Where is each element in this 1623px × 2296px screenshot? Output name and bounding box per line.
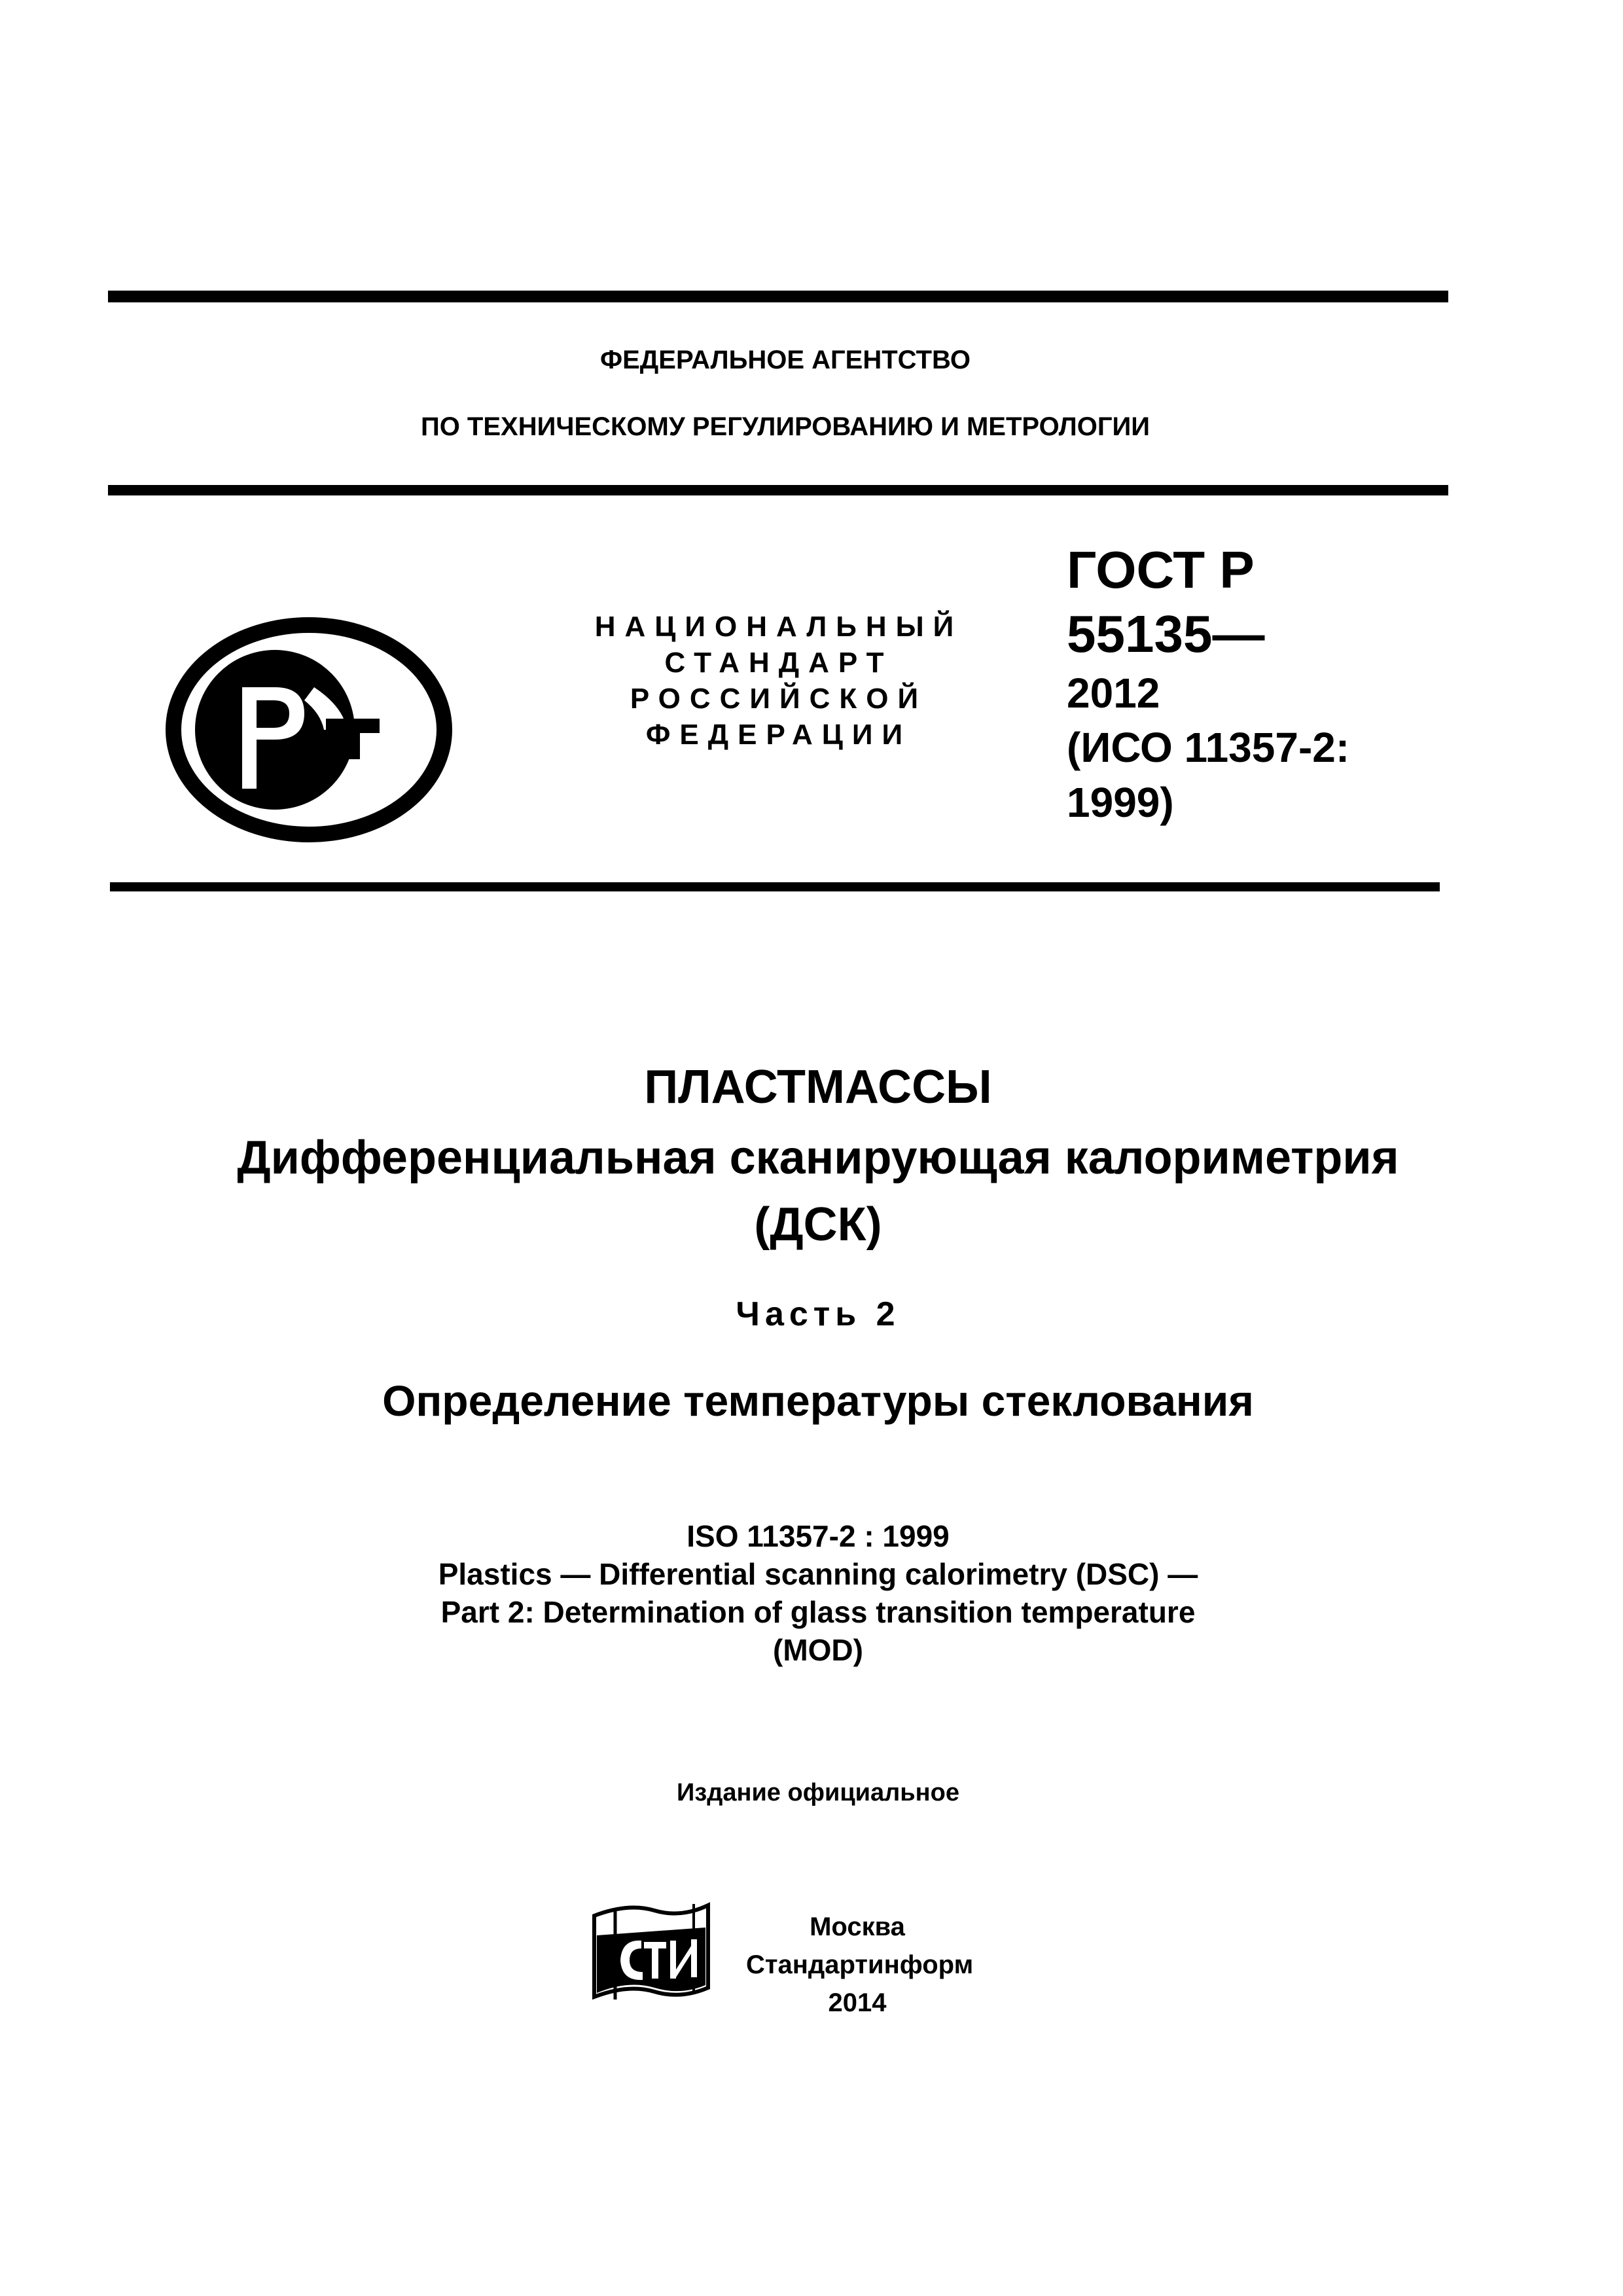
part-title: Определение температуры стеклования [382,1376,1254,1425]
designation-line-1: ГОСТ Р [1067,541,1255,599]
national-standard-label [569,609,988,753]
designation-line-3: 2012 [1067,670,1160,717]
agency-name-line-1: ФЕДЕРАЛЬНОЕ АГЕНТСТВО [599,346,971,374]
designation-line-5: 1999) [1067,779,1174,826]
designation-line-2: 55135— [1067,605,1265,663]
agency-name-line-2: ПО ТЕХНИЧЕСКОМУ РЕГУЛИРОВАНИЮ И МЕТРОЛОГИИ [420,412,1150,441]
rst-certification-logo [164,609,458,851]
national-standard-line-1: НАЦИОНАЛЬНЫЙ [594,611,963,643]
designation-rule [110,882,1440,891]
top-rule [108,291,1448,302]
national-standard-line-4: ФЕДЕРАЦИИ [645,719,912,751]
national-standard-line-2: СТАНДАРТ [664,647,893,679]
document-subtitle-line-1: Дифференциальная сканирующая калориметрия [237,1132,1399,1184]
publisher-imprint [746,1908,974,2022]
iso-reference-line-2: Plastics — Differential scanning calorimetry (DSC) — [438,1557,1198,1591]
publisher-year: 2014 [828,1988,887,2017]
publisher-name: Стандартинформ [746,1950,974,1979]
publisher-logo [589,1901,713,2000]
national-standard-line-3: РОССИЙСКОЙ [630,683,928,715]
iso-reference-line-4: (MOD) [773,1633,863,1667]
document-title: ПЛАСТМАССЫ [644,1061,992,1113]
designation-line-4: (ИСО 11357-2: [1067,724,1350,771]
standard-designation [1067,538,1420,830]
part-label: Часть 2 [736,1295,901,1333]
edition-label: Издание официальное [677,1779,959,1806]
iso-reference [7,1517,1623,1669]
document-subtitle-line-2: (ДСК) [754,1198,882,1251]
iso-reference-line-1: ISO 11357-2 : 1999 [687,1519,950,1553]
header-rule [108,485,1448,495]
publisher-city: Москва [810,1912,905,1941]
iso-reference-line-3: Part 2: Determination of glass transition temperature [440,1595,1196,1629]
